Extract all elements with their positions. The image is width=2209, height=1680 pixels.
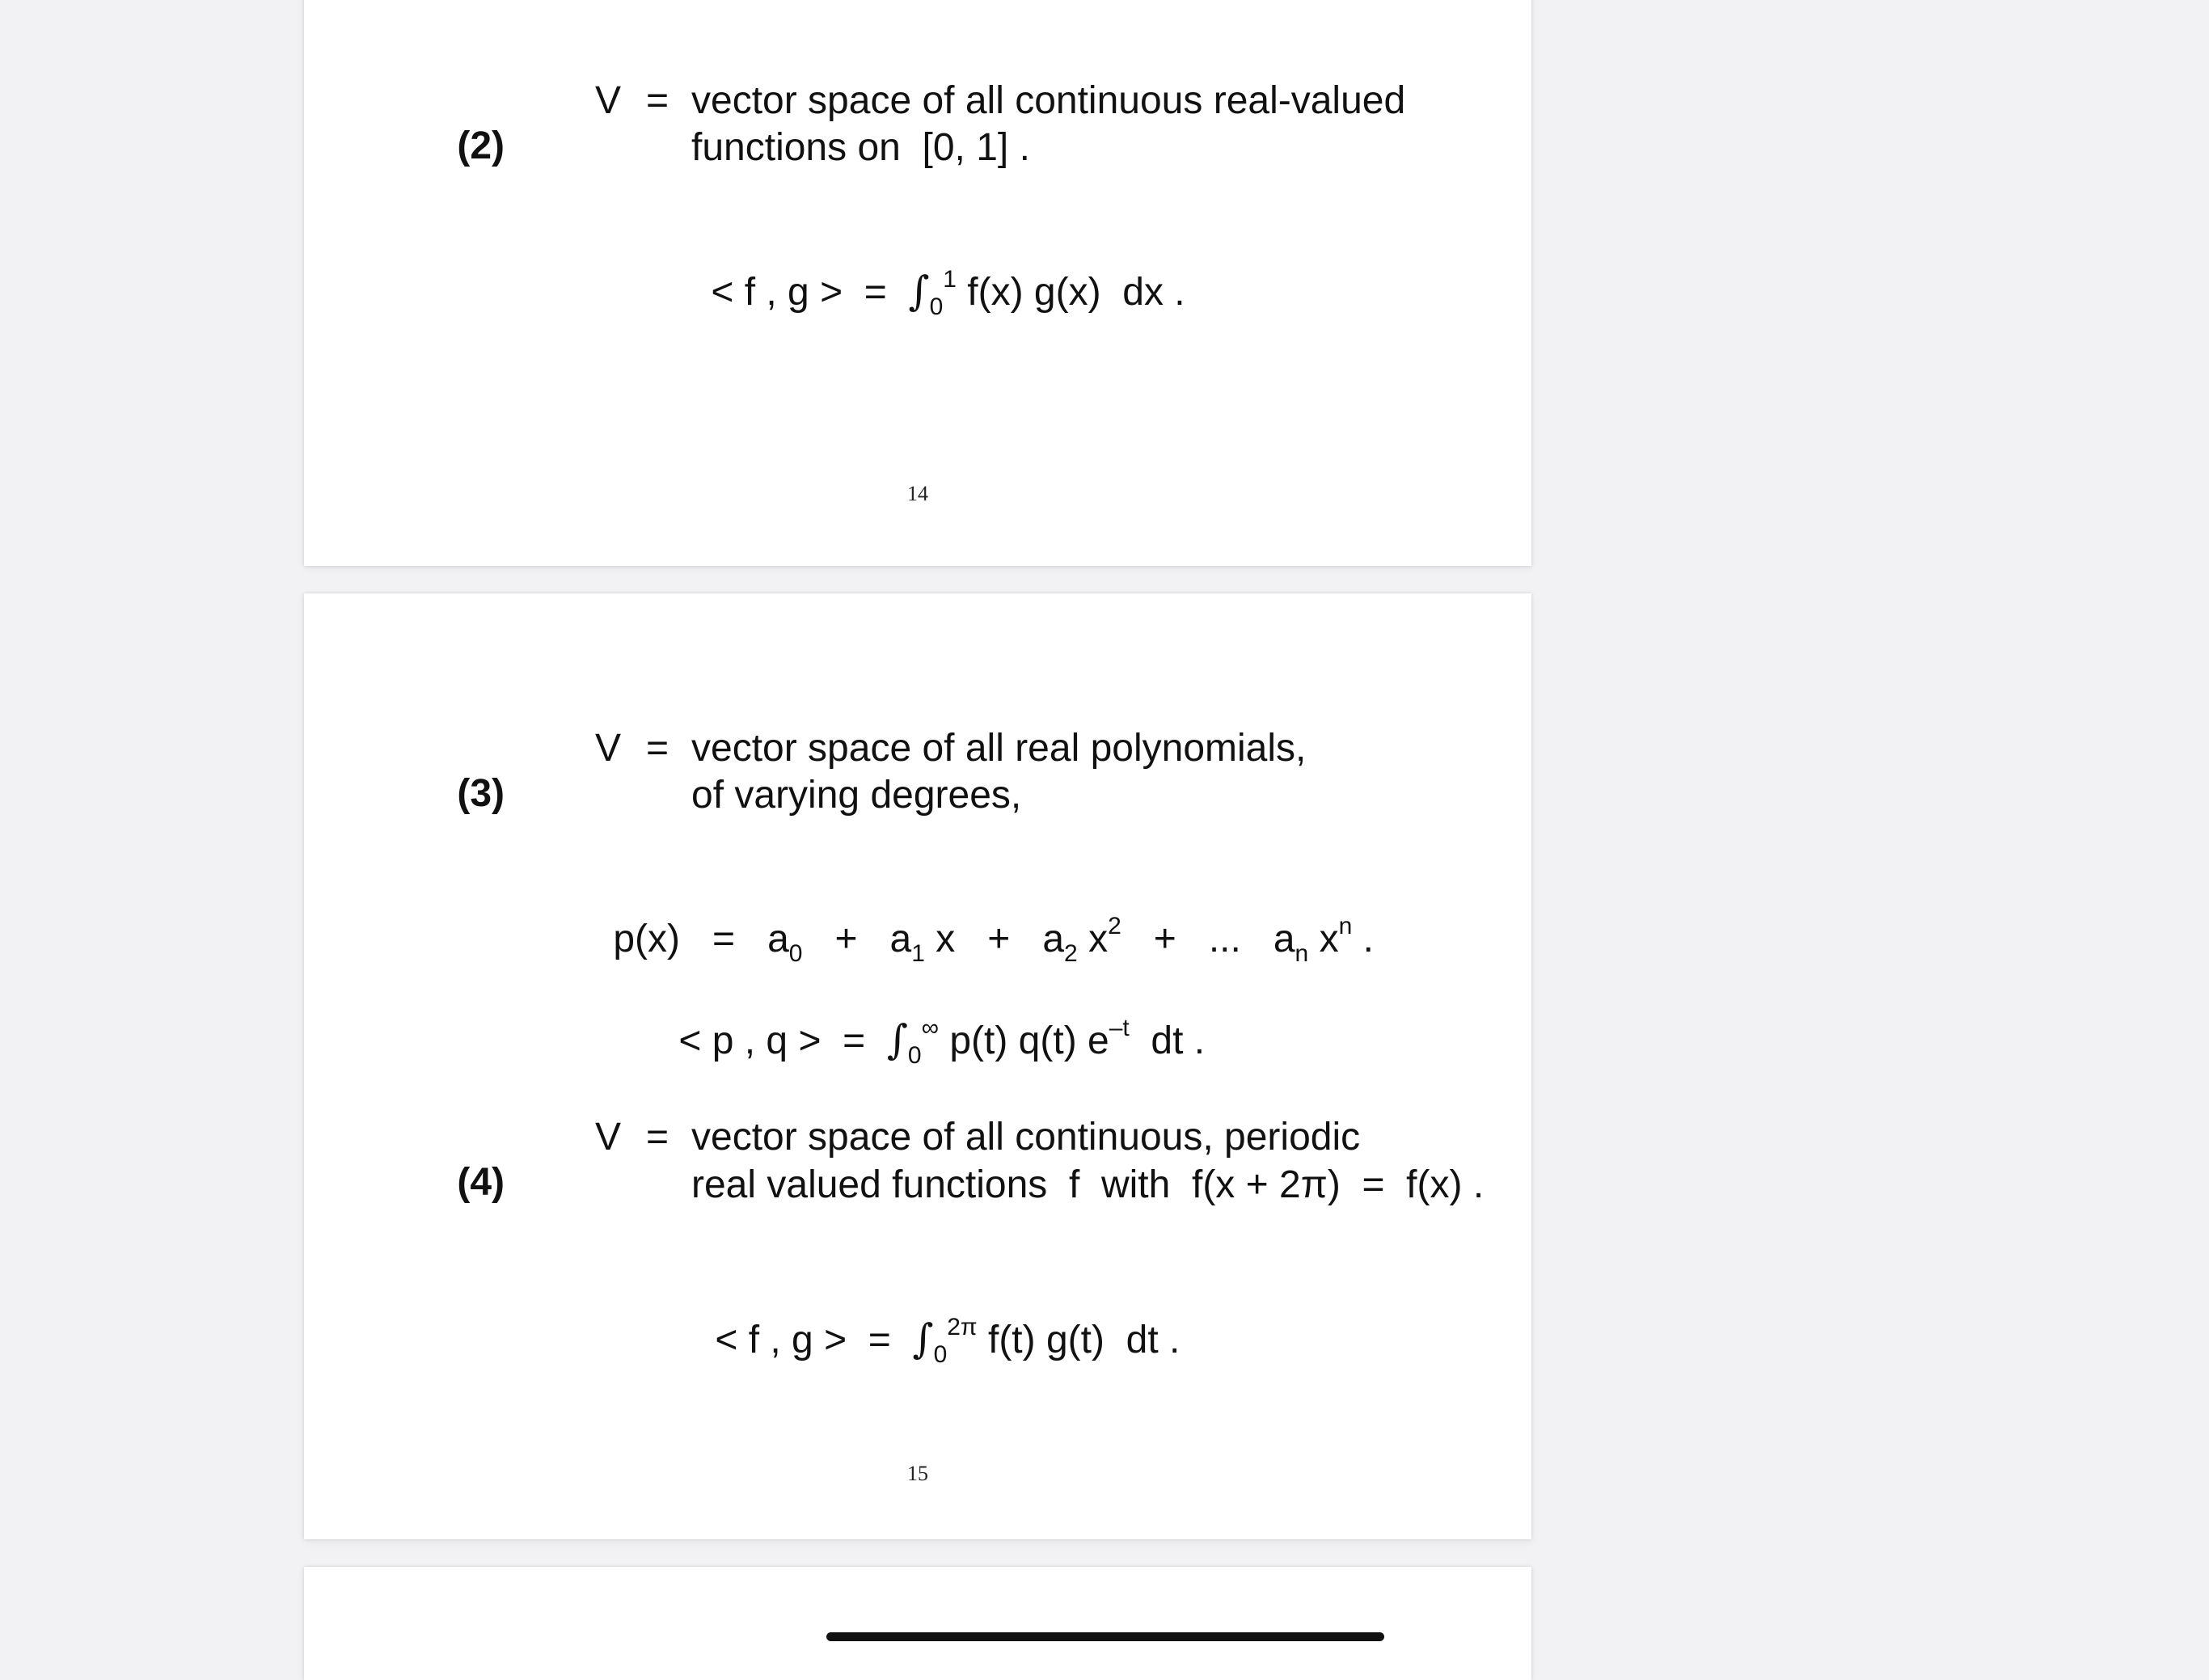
description-line-2: real valued functions f with f(x + 2π) = f(x) . <box>691 1163 1485 1206</box>
plus-sign: + <box>834 918 858 960</box>
integrand: p(t) q(t) e <box>939 1019 1109 1062</box>
inner-product-lhs: < p , q > <box>678 1019 822 1062</box>
integral-sign: ∫ <box>912 1315 934 1362</box>
variable: V <box>595 727 622 770</box>
page-number: 15 <box>907 1462 928 1485</box>
equals-sign: = <box>712 918 736 960</box>
item-number: (4) <box>457 1161 505 1204</box>
equals-sign: = <box>868 1319 891 1361</box>
exponent: n <box>1338 913 1353 939</box>
exponent: –t <box>1109 1015 1130 1041</box>
integral-sign: ∫ <box>886 1016 908 1063</box>
subscript: 2 <box>1064 940 1078 967</box>
item-number: (2) <box>457 125 505 167</box>
integral-lower-limit: 0 <box>907 1042 922 1069</box>
coef-a: a <box>1042 918 1065 960</box>
equals-sign: = <box>843 1019 866 1062</box>
variable: V <box>595 1116 622 1159</box>
subscript: 1 <box>911 940 925 967</box>
inner-product-lhs: < f , g > <box>715 1319 847 1361</box>
description-line-1: vector space of all continuous, periodic <box>691 1116 1361 1159</box>
inner-product-formula <box>636 967 1205 1114</box>
exponent: 2 <box>1108 913 1121 939</box>
variable-x: x <box>936 918 956 960</box>
integral-upper-limit: ∞ <box>921 1015 939 1041</box>
coef-a: a <box>1273 918 1295 960</box>
inner-product-formula <box>668 218 1185 365</box>
ellipsis: ... <box>1208 918 1241 960</box>
description-line-1: vector space of all real polynomials, <box>691 727 1307 770</box>
variable-x: x <box>1088 918 1109 960</box>
poly-lhs: p(x) <box>613 918 681 960</box>
integrand-end: dt . <box>1129 1019 1206 1062</box>
document-page-15 <box>304 593 1531 1539</box>
item-number: (3) <box>457 772 505 815</box>
document-page-14 <box>304 0 1531 566</box>
document-page-next <box>304 1567 1531 1680</box>
description-line-1: vector space of all continuous real-valued <box>691 79 1406 122</box>
integral-upper-limit: 1 <box>943 266 957 293</box>
equals-sign: = <box>646 727 669 770</box>
equals-sign: = <box>646 79 669 122</box>
page-number: 14 <box>907 482 928 505</box>
integrand: f(t) g(t) dt . <box>977 1319 1181 1361</box>
subscript: n <box>1295 940 1309 967</box>
period: . <box>1362 918 1374 960</box>
plus-sign: + <box>987 918 1011 960</box>
inner-product-lhs: < f , g > <box>711 271 843 314</box>
subscript: 0 <box>788 940 803 967</box>
variable: V <box>595 79 622 122</box>
plus-sign: + <box>1153 918 1176 960</box>
coef-a: a <box>889 918 912 960</box>
home-indicator[interactable] <box>826 1632 1384 1641</box>
integral-lower-limit: 0 <box>929 293 944 320</box>
integral-sign: ∫ <box>908 268 930 314</box>
equals-sign: = <box>646 1116 669 1159</box>
integral-lower-limit: 0 <box>933 1341 948 1368</box>
variable-x: x <box>1319 918 1339 960</box>
equals-sign: = <box>864 271 887 314</box>
inner-product-formula <box>672 1266 1180 1413</box>
coef-a: a <box>767 918 789 960</box>
description-line-2: functions on [0, 1] . <box>691 126 1030 169</box>
description-line-2: of varying degrees, <box>691 774 1022 817</box>
integrand: f(x) g(x) dx . <box>956 271 1185 314</box>
integral-upper-limit: 2π <box>947 1314 978 1340</box>
